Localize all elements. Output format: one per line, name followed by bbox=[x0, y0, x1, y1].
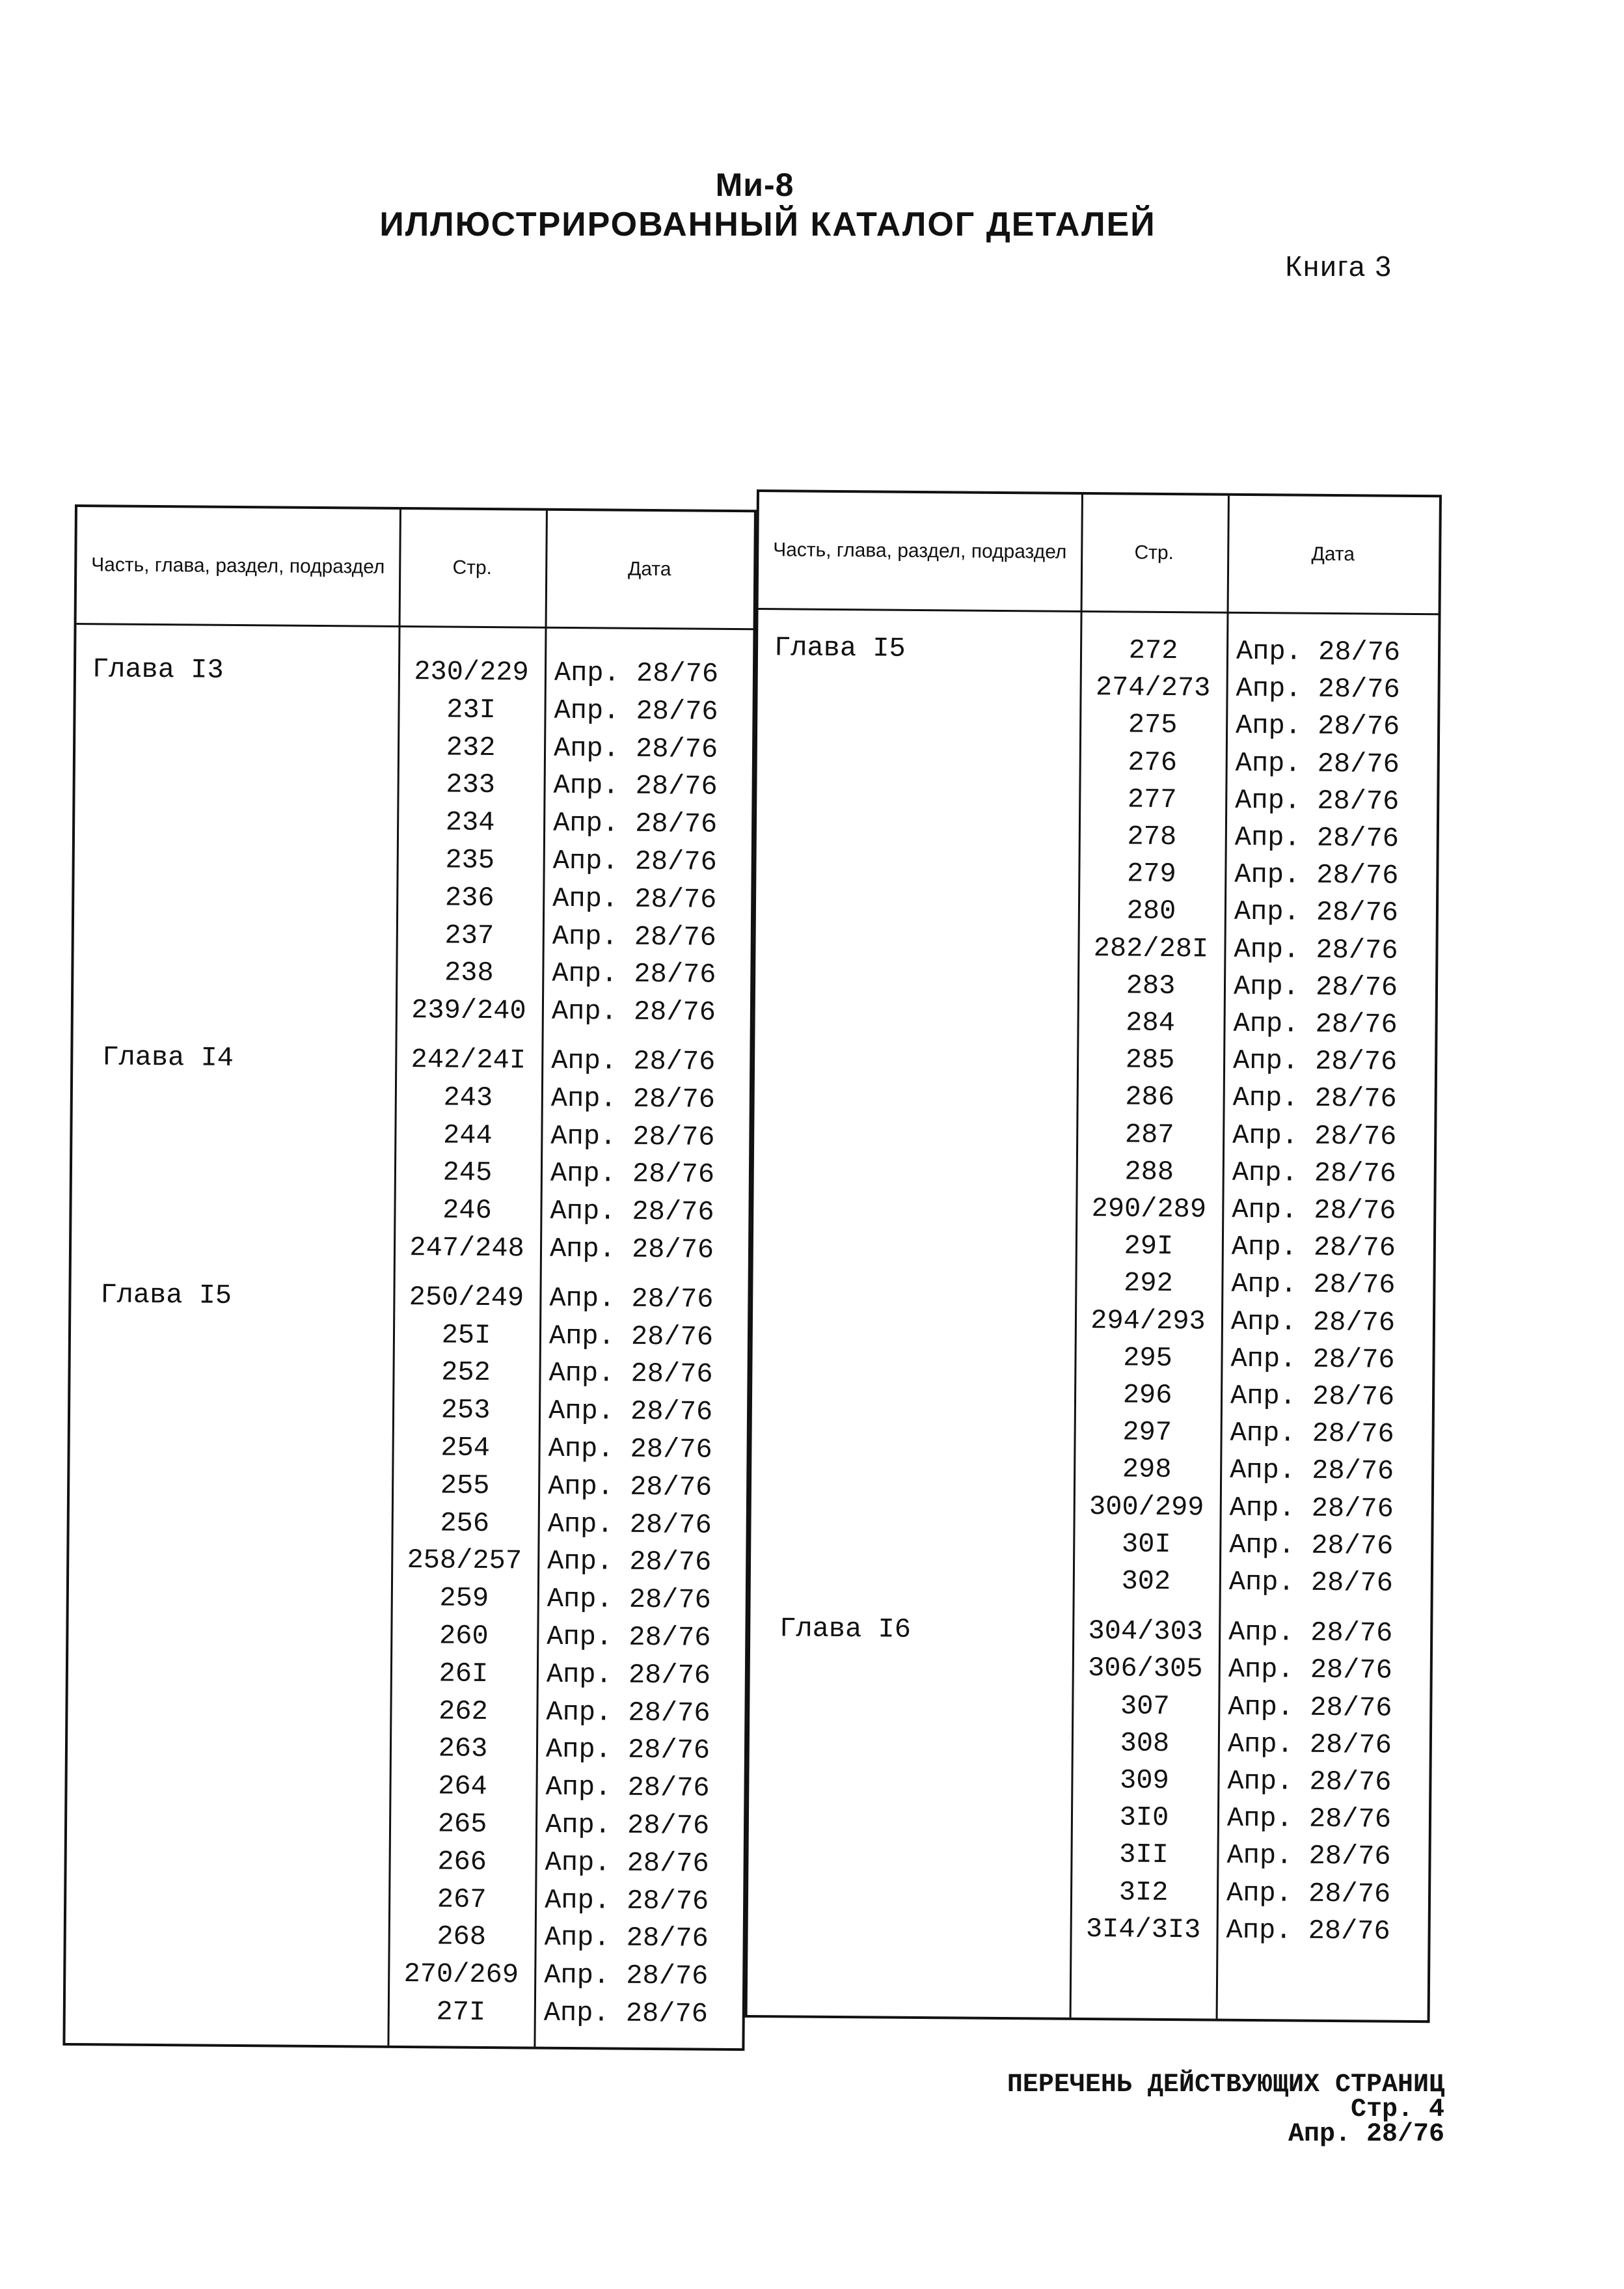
section-label: Глава I5 bbox=[774, 632, 906, 665]
page-number: 259 bbox=[439, 1582, 489, 1615]
page-number: 25I bbox=[441, 1319, 491, 1351]
page-number: 26I bbox=[439, 1658, 489, 1690]
page-number: 242/24I bbox=[411, 1044, 526, 1076]
revision-date: Апр. 28/76 bbox=[1235, 747, 1400, 780]
page-number: 290/289 bbox=[1091, 1193, 1207, 1226]
revision-date: Апр. 28/76 bbox=[1228, 1691, 1392, 1724]
revision-date: Апр. 28/76 bbox=[551, 1045, 716, 1078]
revision-date: Апр. 28/76 bbox=[547, 1508, 712, 1541]
revision-date: Апр. 28/76 bbox=[552, 845, 717, 878]
revision-date: Апр. 28/76 bbox=[545, 1771, 710, 1804]
page-number: 283 bbox=[1126, 970, 1176, 1002]
page-number: 302 bbox=[1121, 1565, 1171, 1598]
header-part: Часть, глава, раздел, подраздел bbox=[91, 554, 385, 578]
revision-date: Апр. 28/76 bbox=[550, 1158, 715, 1191]
revision-date: Апр. 28/76 bbox=[548, 1358, 713, 1391]
page-number: 267 bbox=[437, 1884, 487, 1915]
page-number: 233 bbox=[446, 769, 496, 801]
section-label: Глава I4 bbox=[102, 1041, 234, 1074]
page-number: 295 bbox=[1123, 1342, 1173, 1374]
revision-date: Апр. 28/76 bbox=[548, 1395, 713, 1428]
revision-date: Апр. 28/76 bbox=[1229, 1492, 1394, 1525]
page-number: 3I2 bbox=[1118, 1876, 1169, 1908]
revision-date: Апр. 28/76 bbox=[1234, 933, 1398, 966]
header-part: Часть, глава, раздел, подраздел bbox=[773, 539, 1067, 563]
page-number: 244 bbox=[442, 1119, 493, 1151]
header-date: Дата bbox=[1311, 543, 1355, 566]
revision-date: Апр. 28/76 bbox=[1234, 896, 1399, 929]
page-number: 262 bbox=[438, 1695, 488, 1727]
revision-date: Апр. 28/76 bbox=[1233, 970, 1398, 1004]
page-number: 294/293 bbox=[1090, 1304, 1206, 1337]
revision-date: Апр. 28/76 bbox=[553, 770, 718, 803]
header-page: Стр. bbox=[452, 556, 493, 579]
page-number: 296 bbox=[1122, 1379, 1172, 1412]
revision-date: Апр. 28/76 bbox=[1231, 1231, 1396, 1264]
page-number: 270/269 bbox=[403, 1958, 519, 1991]
page-number: 246 bbox=[442, 1194, 492, 1227]
footer-title: ПЕРЕЧЕНЬ ДЕЙСТВУЮЩИХ СТРАНИЦ bbox=[1007, 2070, 1444, 2100]
revision-date: Апр. 28/76 bbox=[1229, 1529, 1394, 1562]
revision-date: Апр. 28/76 bbox=[552, 883, 717, 916]
page-number: 255 bbox=[440, 1470, 490, 1501]
page-number: 230/229 bbox=[414, 656, 529, 689]
revision-date: Апр. 28/76 bbox=[543, 1997, 709, 2030]
revision-date: Апр. 28/76 bbox=[1234, 821, 1400, 855]
revision-date: Апр. 28/76 bbox=[1228, 1616, 1393, 1649]
revision-date: Апр. 28/76 bbox=[1230, 1417, 1394, 1450]
revision-date: Апр. 28/76 bbox=[544, 1922, 709, 1955]
revision-date: Апр. 28/76 bbox=[1235, 784, 1400, 817]
page-number: 234 bbox=[445, 806, 495, 839]
revision-date: Апр. 28/76 bbox=[1235, 710, 1400, 743]
revision-date: Апр. 28/76 bbox=[1227, 1728, 1392, 1761]
page-number: 235 bbox=[445, 844, 495, 877]
page-number: 239/240 bbox=[411, 994, 526, 1027]
revision-date: Апр. 28/76 bbox=[544, 1959, 709, 1992]
page-number: 268 bbox=[437, 1921, 487, 1953]
revision-date: Апр. 28/76 bbox=[552, 807, 718, 840]
revision-date: Апр. 28/76 bbox=[1229, 1455, 1394, 1488]
page-number: 285 bbox=[1125, 1044, 1175, 1076]
page-number: 3I0 bbox=[1119, 1802, 1169, 1834]
page-number: 298 bbox=[1122, 1453, 1172, 1486]
page-number: 252 bbox=[441, 1356, 491, 1389]
revision-date: Апр. 28/76 bbox=[1232, 1157, 1397, 1190]
revision-date: Апр. 28/76 bbox=[546, 1696, 710, 1729]
revision-date: Апр. 28/76 bbox=[545, 1734, 710, 1767]
page-number: 286 bbox=[1125, 1081, 1175, 1114]
revision-date: Апр. 28/76 bbox=[1230, 1380, 1395, 1413]
page-number: 264 bbox=[438, 1770, 488, 1803]
revision-date: Апр. 28/76 bbox=[552, 920, 717, 953]
footer bbox=[976, 2070, 1444, 2149]
page-number: 272 bbox=[1128, 635, 1178, 667]
revision-date: Апр. 28/76 bbox=[544, 1884, 709, 1917]
right-pages-table bbox=[745, 489, 1442, 2023]
revision-date: Апр. 28/76 bbox=[1227, 1765, 1392, 1798]
page-number: 274/273 bbox=[1095, 672, 1211, 704]
page-number: 3II bbox=[1119, 1839, 1169, 1871]
revision-date: Апр. 28/76 bbox=[554, 694, 718, 728]
page-number: 304/303 bbox=[1088, 1615, 1204, 1648]
model-title: Ми-8 bbox=[715, 167, 794, 203]
revision-date: Апр. 28/76 bbox=[1230, 1306, 1396, 1339]
page-number: 243 bbox=[443, 1082, 493, 1114]
revision-date: Апр. 28/76 bbox=[550, 1120, 715, 1153]
footer-date: Апр. 28/76 bbox=[1288, 2120, 1444, 2149]
revision-date: Апр. 28/76 bbox=[1236, 672, 1400, 706]
book-number: Книга 3 bbox=[1285, 251, 1392, 282]
page-number: 232 bbox=[446, 732, 496, 763]
revision-date: Апр. 28/76 bbox=[1232, 1119, 1397, 1153]
revision-date: Апр. 28/76 bbox=[1233, 1007, 1398, 1041]
revision-date: Апр. 28/76 bbox=[547, 1583, 712, 1616]
revision-date: Апр. 28/76 bbox=[552, 958, 716, 991]
page-number: 277 bbox=[1127, 784, 1177, 816]
page-number: 23I bbox=[446, 694, 496, 726]
page-number: 306/305 bbox=[1087, 1652, 1203, 1685]
page-number: 266 bbox=[437, 1846, 487, 1878]
page-number: 253 bbox=[440, 1394, 491, 1427]
revision-date: Апр. 28/76 bbox=[545, 1809, 710, 1842]
revision-date: Апр. 28/76 bbox=[1231, 1268, 1396, 1302]
revision-date: Апр. 28/76 bbox=[550, 1195, 714, 1228]
page-number: 265 bbox=[437, 1808, 487, 1841]
page-number: 300/299 bbox=[1089, 1490, 1204, 1524]
section-label: Глава I6 bbox=[779, 1613, 912, 1646]
revision-date: Апр. 28/76 bbox=[549, 1282, 714, 1315]
page-number: 284 bbox=[1126, 1007, 1176, 1039]
header-page: Стр. bbox=[1134, 541, 1174, 564]
page-number: 258/257 bbox=[407, 1544, 522, 1577]
revision-date: Апр. 28/76 bbox=[550, 1082, 716, 1116]
revision-date: Апр. 28/76 bbox=[1236, 635, 1401, 668]
page-number: 288 bbox=[1124, 1156, 1174, 1188]
left-pages-table bbox=[62, 504, 757, 2051]
revision-date: Апр. 28/76 bbox=[546, 1658, 711, 1692]
revision-date: Апр. 28/76 bbox=[549, 1233, 714, 1266]
page-number: 256 bbox=[440, 1507, 490, 1539]
page-number: 27I bbox=[436, 1996, 486, 2029]
page-number: 307 bbox=[1120, 1690, 1170, 1722]
page-number: 236 bbox=[444, 882, 494, 914]
revision-date: Апр. 28/76 bbox=[1234, 858, 1399, 892]
revision-date: Апр. 28/76 bbox=[1232, 1082, 1397, 1116]
revision-date: Апр. 28/76 bbox=[551, 995, 716, 1028]
page-number: 237 bbox=[444, 920, 494, 952]
page-number: 263 bbox=[438, 1733, 488, 1765]
revision-date: Апр. 28/76 bbox=[1228, 1566, 1394, 1599]
revision-date: Апр. 28/76 bbox=[554, 657, 719, 690]
section-label: Глава I3 bbox=[92, 653, 224, 686]
page-number: 309 bbox=[1119, 1764, 1169, 1797]
revision-date: Апр. 28/76 bbox=[1228, 1654, 1393, 1687]
page-number: 245 bbox=[442, 1157, 493, 1189]
revision-date: Апр. 28/76 bbox=[548, 1432, 712, 1466]
page-number: 297 bbox=[1122, 1416, 1172, 1449]
page-number: 250/249 bbox=[409, 1281, 524, 1314]
page-number: 30I bbox=[1121, 1528, 1171, 1560]
revision-date: Апр. 28/76 bbox=[1230, 1343, 1395, 1376]
page-number: 292 bbox=[1123, 1267, 1173, 1300]
page-number: 247/248 bbox=[409, 1232, 524, 1265]
page-number: 278 bbox=[1127, 821, 1177, 853]
revision-date: Апр. 28/76 bbox=[1226, 1877, 1391, 1910]
page-number: 3I4/3I3 bbox=[1085, 1913, 1201, 1946]
revision-date: Апр. 28/76 bbox=[553, 732, 718, 765]
page-number: 254 bbox=[440, 1432, 491, 1464]
revision-date: Апр. 28/76 bbox=[548, 1320, 714, 1353]
section-label: Глава I5 bbox=[100, 1279, 232, 1311]
revision-date: Апр. 28/76 bbox=[547, 1470, 712, 1503]
revision-date: Апр. 28/76 bbox=[1226, 1802, 1392, 1835]
revision-date: Апр. 28/76 bbox=[1226, 1840, 1391, 1873]
page-number: 238 bbox=[444, 957, 494, 989]
revision-date: Апр. 28/76 bbox=[1232, 1194, 1396, 1227]
page-number: 287 bbox=[1124, 1119, 1174, 1151]
page-number: 280 bbox=[1126, 895, 1176, 927]
revision-date: Апр. 28/76 bbox=[547, 1546, 712, 1579]
page-number: 282/28I bbox=[1093, 932, 1209, 965]
revision-date: Апр. 28/76 bbox=[545, 1846, 709, 1880]
footer-page: Стр. 4 bbox=[1350, 2095, 1444, 2124]
page-number: 29I bbox=[1124, 1230, 1174, 1263]
page-number: 275 bbox=[1128, 709, 1178, 741]
header-date: Дата bbox=[627, 558, 671, 581]
revision-date: Апр. 28/76 bbox=[1226, 1914, 1390, 1947]
revision-date: Апр. 28/76 bbox=[547, 1621, 711, 1654]
page-number: 276 bbox=[1128, 747, 1178, 778]
revision-date: Апр. 28/76 bbox=[1232, 1045, 1398, 1078]
page-number: 260 bbox=[439, 1620, 489, 1652]
page-number: 279 bbox=[1126, 858, 1176, 890]
catalog-title: ИЛЛЮСТРИРОВАННЫЙ КАТАЛОГ ДЕТАЛЕЙ bbox=[379, 206, 1156, 243]
page-number: 308 bbox=[1120, 1727, 1170, 1759]
